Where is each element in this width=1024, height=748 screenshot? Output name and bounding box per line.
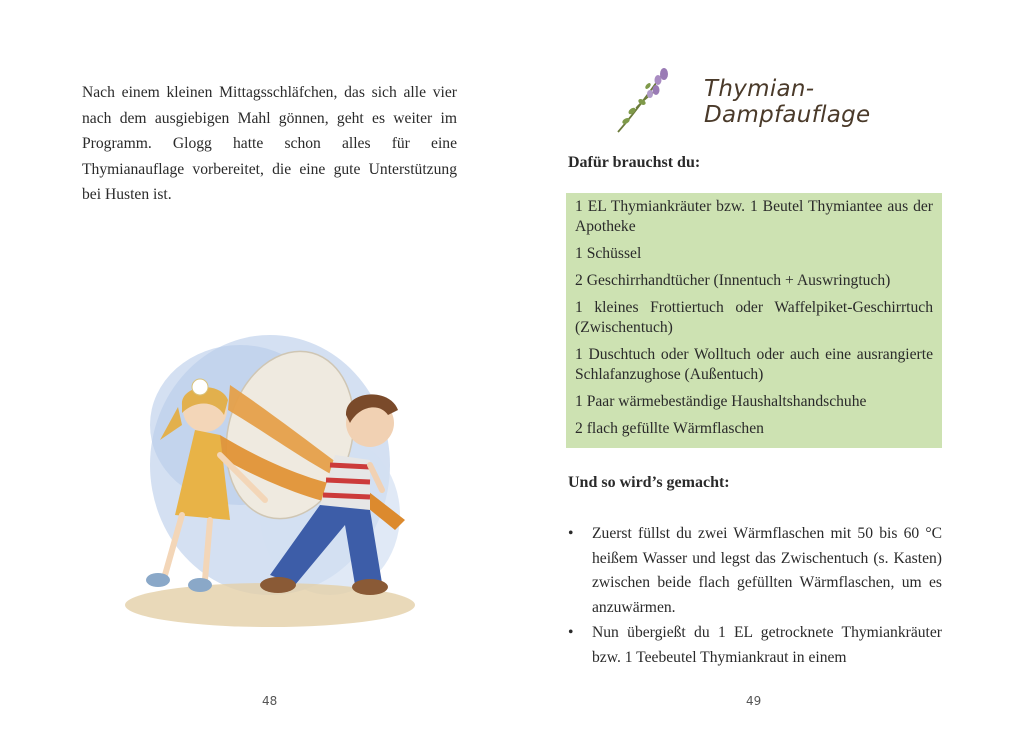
thyme-sprig-icon [612, 66, 674, 136]
materials-heading: Dafür brauchst du: [568, 154, 701, 171]
page-title: Thymian-Dampfauflage [704, 76, 871, 128]
material-item: 1 kleines Frottiertuch oder Waffelpiket-Geschirrtuch (Zwischentuch) [575, 299, 933, 336]
intro-text [82, 80, 457, 208]
steps-list [568, 522, 942, 671]
steps-heading: Und so wird’s gemacht: [568, 474, 730, 491]
title-block [612, 62, 972, 142]
bullet-icon: • [568, 525, 574, 542]
page-number-left: 48 [262, 694, 278, 708]
step-item [568, 621, 942, 670]
material-item: 2 flach gefüllte Wärmflaschen [575, 420, 764, 437]
material-item: 1 Paar wärmebeständige Haushaltshandschuhe [575, 393, 867, 410]
step-item [568, 522, 942, 620]
step-text: Zuerst füllst du zwei Wärmflaschen mit 50 bis 60 °C heißem Wasser und legst das Zwischentuch (s. Kasten) zwischen beide flach gefüllten Wärmflaschen, um es anzuwärmen. [592, 525, 942, 616]
bullet-icon: • [568, 624, 574, 641]
right-page [512, 0, 1024, 748]
material-item: 2 Geschirrhandtücher (Innentuch + Auswringtuch) [575, 272, 891, 289]
step-text: Nun übergießt du 1 EL getrocknete Thymiankräuter bzw. 1 Teebeutel Thymiankraut in einem [592, 624, 942, 666]
material-item: 1 Schüssel [575, 245, 642, 262]
materials-box [566, 193, 942, 448]
material-item: 1 Duschtuch oder Wolltuch oder auch eine ausrangierte Schlafanzughose (Außentuch) [575, 346, 933, 383]
children-carrying-egg-illustration [120, 315, 420, 645]
page-number-right: 49 [746, 694, 762, 708]
material-item: 1 EL Thymiankräuter bzw. 1 Beutel Thymiantee aus der Apotheke [575, 198, 933, 235]
intro-paragraph: Nach einem kleinen Mittagsschläfchen, das sich alle vier nach dem ausgiebigen Mahl gönnen, geht es weiter im Programm. Glogg hatte schon alles für eine Thymianauflage vorbereitet, die eine gute Unterstützung bei Husten ist. [82, 84, 457, 203]
